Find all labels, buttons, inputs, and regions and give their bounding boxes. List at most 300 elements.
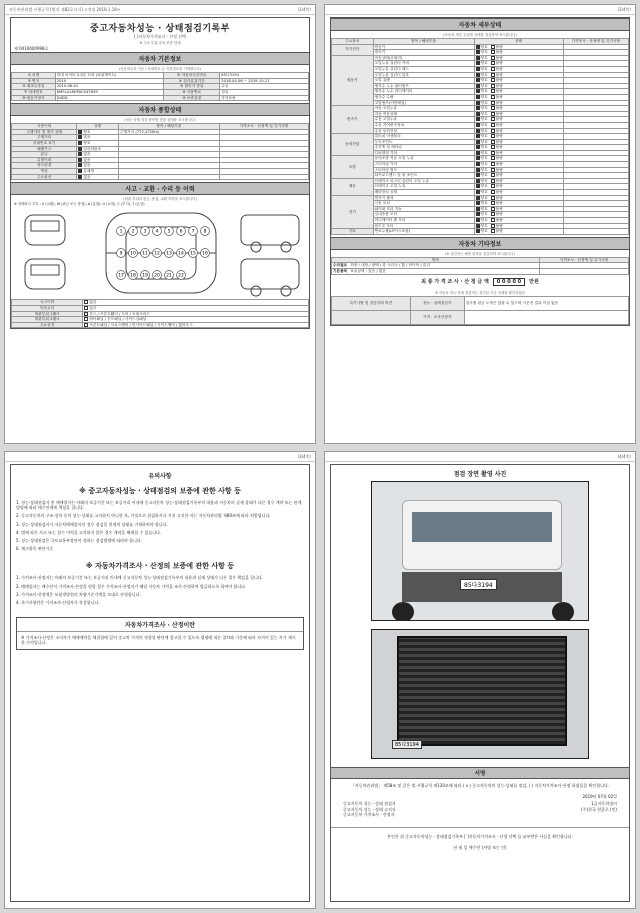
- detail-status-option: 불량: [495, 212, 503, 217]
- detail-status-option: 불량: [495, 55, 503, 60]
- detail-item-label: 추진축 및 베어링: [373, 145, 474, 151]
- detail-status-option: 불량: [495, 178, 503, 183]
- basic-info-label: ⑨ 원동기형식: [12, 95, 56, 101]
- detail-status-option: 불량: [495, 201, 503, 206]
- section-detail-title: 자동차 세부상태: [331, 18, 629, 31]
- form-title: 중고자동차성능 · 상태점검기록부: [90, 24, 230, 34]
- detail-item-label: 냉각수 누수 라디에이터: [373, 89, 474, 95]
- detail-status-option: 불량: [495, 206, 503, 211]
- repair-label: 외판부위 2랭크: [12, 317, 83, 323]
- page-2: [324, 4, 636, 444]
- detail-status-option: 양호: [480, 122, 488, 127]
- checkbox-icon: [78, 163, 82, 167]
- checkbox-icon: [491, 106, 495, 110]
- form-reference: 자동차관리법 시행규칙 [별지 제82호서식] <개정 2018.1.18>: [9, 7, 121, 12]
- price-warranty-list: [16, 575, 304, 605]
- detail-item-label: 원동기: [373, 44, 474, 50]
- signers-list: [331, 801, 629, 817]
- truck-windshield-icon: [412, 512, 552, 542]
- detail-system-label: 원동기: [332, 55, 374, 105]
- basic-info-label: ⑥ 변속기 종류: [164, 84, 220, 90]
- receipt-sign: 년 월 일 매수인 (서명 또는 인): [453, 845, 507, 851]
- detail-item-label: 자동 작동상태: [373, 111, 474, 117]
- panel-number-label: 16: [202, 251, 208, 257]
- detail-status-option: 양호: [480, 218, 488, 222]
- detail-item-label: 발전기 출력: [373, 195, 474, 201]
- detail-status-option: 양호: [480, 162, 488, 167]
- detail-status-option: 양호: [480, 156, 488, 161]
- detail-item-label: 라디에이터 팬 모터: [373, 218, 474, 224]
- checkbox-icon: [78, 147, 82, 151]
- checkbox-icon: [476, 212, 480, 216]
- checkbox-icon: [84, 312, 88, 316]
- checkbox-icon: [491, 196, 495, 200]
- basic-info-label: ② 자동차등록번호: [164, 73, 220, 79]
- detail-price-cell: [563, 229, 628, 235]
- detail-status-option: 불량: [495, 72, 503, 77]
- detail-table: [331, 38, 629, 235]
- checkbox-icon: [491, 45, 495, 49]
- detail-status-option: 양호: [480, 206, 488, 211]
- notice-item: 3. 가격조사·산정액은 보험개발원의 차량기준가액을 토대로 산정합니다.: [16, 591, 141, 597]
- panel-number-label: 19: [142, 273, 148, 279]
- basic-info-table: [11, 72, 309, 101]
- detail-status-option: 양호: [480, 117, 488, 122]
- basic-info-label: ① 차명: [12, 73, 56, 79]
- checkbox-icon: [491, 184, 495, 188]
- basic-info-label: ⑦ 차대번호: [12, 89, 56, 95]
- signer-row: [343, 812, 617, 817]
- price-explain-title: 자동차가격조사 · 산정이란: [17, 618, 303, 632]
- basic-info-value: 2010: [55, 78, 164, 84]
- detail-item-label: 냉각수 누수 워터펌프: [373, 83, 474, 89]
- checkbox-icon: [491, 67, 495, 71]
- other-info-table: [331, 257, 629, 275]
- detail-status-option: 불량: [495, 117, 503, 122]
- summary-item-label: 주행거리 및 계기 상태: [12, 129, 77, 135]
- license-plate-rear: 85다3194: [392, 740, 422, 749]
- other-head-price: 가격조사 · 산정액 및 특기사항: [539, 257, 628, 263]
- checkbox-icon: [491, 123, 495, 127]
- checkbox-icon: [491, 224, 495, 228]
- basic-info-label: ⑩ 보증유형: [164, 95, 220, 101]
- warranty-list: [16, 500, 304, 551]
- checkbox-icon: [491, 95, 495, 99]
- checkbox-icon: [476, 145, 480, 149]
- signer-role: 중고자동차 가격조사 · 산정자: [343, 811, 395, 817]
- detail-status-option: 양호: [480, 134, 488, 139]
- panel-number-label: 20: [154, 273, 160, 279]
- checkbox-icon: [491, 61, 495, 65]
- panel-number-label: 3: [143, 229, 147, 235]
- page-number: (3/4쪽): [297, 454, 311, 459]
- basic-info-value: 85다3194: [220, 73, 309, 79]
- detail-item-label: 작동상태(공회전): [373, 55, 474, 61]
- detail-status-option: 불량: [495, 61, 503, 66]
- checkbox-icon: [476, 112, 480, 116]
- page-header: [5, 452, 315, 462]
- detail-status-option: 양호: [480, 178, 488, 183]
- tailgate-grille-icon: [397, 636, 567, 746]
- detail-status-option: 양호: [480, 111, 488, 116]
- license-plate-front: 85다3194: [460, 579, 497, 590]
- detail-status-option: 양호: [480, 55, 488, 60]
- detail-status-option: 양호: [480, 128, 488, 133]
- checkbox-icon: [491, 78, 495, 82]
- detail-status-option: 불량: [495, 162, 503, 167]
- detail-status-option: 불량: [495, 156, 503, 161]
- detail-status-cell: [474, 229, 563, 235]
- panel-number-label: 22: [178, 273, 184, 279]
- checkbox-icon: [476, 56, 480, 60]
- detail-status-option: 불량: [495, 66, 503, 71]
- detail-item-label: 윈도우 모터: [373, 223, 474, 229]
- form-frame: [10, 17, 310, 329]
- repair-row: [12, 322, 309, 328]
- page-1: [4, 4, 316, 444]
- detail-status-option: 양호: [480, 61, 488, 66]
- signer-name: (주)한국 원클로 (인): [581, 806, 617, 812]
- detail-status-option: 양호: [480, 223, 488, 228]
- detail-status-option: 불량: [495, 173, 503, 178]
- detail-head-item: 항목 / 해당부품: [373, 39, 474, 45]
- detail-status-option: 불량: [495, 83, 503, 88]
- summary-detail: [118, 174, 219, 180]
- page-header: [5, 5, 315, 15]
- checkbox-icon: [491, 84, 495, 88]
- checkbox-icon: [491, 117, 495, 121]
- summary-item-label: 배출가스: [12, 146, 77, 152]
- sign-statement: 「자동차관리법」 제58조 및 같은 법 시행규칙 제120조에 따라 ( v ) 중고자동차의 성능·상태를 점검, ( ) 자동차가격조사·산정 하였음을 확인합니다.: [350, 783, 610, 788]
- panel-number-label: 2: [131, 229, 135, 235]
- page-number: (2/4쪽): [617, 7, 631, 12]
- panel-number-label: 5: [167, 229, 171, 235]
- checkbox-icon: [78, 135, 82, 139]
- detail-item-label: 자동 오일누유: [373, 106, 474, 112]
- detail-item-label: 디퍼렌셜 기어: [373, 150, 474, 156]
- photo-title: 점검 장면 촬영 사진: [453, 471, 507, 478]
- sign-cell: [464, 310, 628, 324]
- checkbox-icon: [491, 168, 495, 172]
- detail-row: [332, 229, 629, 235]
- detail-status-option: 불량: [495, 223, 503, 228]
- basic-info-value: 자가보증: [220, 95, 309, 101]
- summary-status-value: 많음: [83, 135, 91, 140]
- summary-head-history: 사용이력: [12, 124, 77, 130]
- sign-cell: 특기사항 및 점검자의 의견: [332, 296, 411, 310]
- detail-status-option: 양호: [480, 94, 488, 99]
- detail-status-option: 양호: [480, 145, 488, 150]
- other-info-value: 보유상태 : 있음 / 없음: [350, 268, 386, 273]
- form-subnote: ※ 주요 부위 수리 보증 안내: [139, 41, 181, 45]
- panel-number-label: 21: [166, 273, 172, 279]
- detail-head-price: 가격조사 · 산정액 및 특기사항: [563, 39, 628, 45]
- detail-item-label: 시동 모터: [373, 201, 474, 207]
- car-rear-view-icon: [25, 259, 65, 289]
- checkbox-icon: [84, 323, 88, 327]
- checkbox-icon: [491, 173, 495, 177]
- detail-item-label: 배력장치 상태: [373, 190, 474, 196]
- notice-item: 1. 성능·상태점검자 및 매매업자는 아래의 보증기간 또는 보증거리 이내에 중고자동차 성능·상태점검기록부의 내용과 자동차의 실제 상태가 다른 경우 계약 또는 관계법령에 따라 매수인에게 책임을 집니다.: [16, 500, 302, 511]
- notice-title: 유의사항: [148, 473, 172, 480]
- section-basic-note: (자동차등록 기준 / 차대번호 등 기본정보를 기재합니다): [118, 67, 202, 72]
- detail-item-label: 변속기: [373, 50, 474, 56]
- final-price-row: [331, 278, 629, 286]
- panel-number-label: 9: [119, 251, 123, 257]
- car-side-view-right-icon: [241, 259, 299, 296]
- notice-item: 2. 중고자동차의 구조·장치 등의 성능·상태를 고지하지 아니한 자, 거짓으로 점검하거나 거짓 고지한 자는 자동차관리법 제80조에 따라 처벌됩니다.: [16, 513, 271, 519]
- document-number: 제 0410000998호: [14, 46, 49, 51]
- detail-status-option: 불량: [495, 139, 503, 144]
- checkbox-icon: [78, 130, 82, 134]
- panel-number-label: 11: [142, 251, 148, 257]
- summary-head-price: 가격조사 · 산정액 및 특기사항: [219, 124, 308, 130]
- checkbox-icon: [491, 129, 495, 133]
- checkbox-icon: [491, 162, 495, 166]
- detail-item-label: 실내송풍 모터: [373, 212, 474, 218]
- summary-status-value: 없음: [83, 157, 91, 162]
- checkbox-icon: [491, 190, 495, 194]
- checkbox-icon: [476, 173, 480, 177]
- detail-status-option: 양호: [480, 83, 488, 88]
- section-warranty-title: ※ 중고자동차성능 · 상태점검의 보증에 관한 사항 등: [79, 487, 241, 495]
- checkbox-icon: [491, 145, 495, 149]
- checkbox-icon: [491, 134, 495, 138]
- repair-value-text: 후드 / 프론트휀더 / 도어 / 트렁크리드: [89, 311, 150, 316]
- signer-name: 1급자동차정비: [591, 801, 617, 807]
- checkbox-icon: [476, 67, 480, 71]
- notice-item: 3. 성능·상태점검자가 자동차매매업자인 경우 점검일 현재의 상태를 기재하여야 합니다.: [16, 521, 168, 527]
- detail-item-label: 스티어링 펌프: [373, 167, 474, 173]
- checkbox-icon: [491, 50, 495, 54]
- detail-status-option: 양호: [480, 201, 488, 206]
- repair-label: 단순수리: [12, 305, 83, 311]
- detail-status-option: 양호: [480, 195, 488, 200]
- truck-front-photo: [371, 481, 589, 621]
- panel-number-label: 10: [130, 251, 136, 257]
- section-detail-note: (자동차 세부 부위별 상태를 점검하여 표시합니다): [443, 33, 517, 37]
- summary-item-label: 색상: [12, 168, 77, 174]
- detail-system-label: 전기: [332, 195, 374, 229]
- checkbox-icon: [476, 151, 480, 155]
- vehicle-diagram: [11, 207, 311, 299]
- detail-status-option: 양호: [480, 89, 488, 94]
- detail-status-option: 불량: [495, 229, 503, 234]
- checkbox-icon: [476, 73, 480, 77]
- checkbox-icon: [476, 61, 480, 65]
- detail-item-label: 수동 기어변속장치: [373, 122, 474, 128]
- basic-info-value: 2010-06-01: [55, 84, 164, 90]
- summary-item-label: 특별이력: [12, 157, 77, 163]
- detail-item-label: 동력조향 작동 오일 누유: [373, 156, 474, 162]
- section-price-warranty-title: ※ 자동차가격조사 · 산정의 보증에 관한 사항 등: [85, 562, 235, 571]
- panel-number-label: 8: [203, 229, 207, 235]
- page-number: (4/4쪽): [617, 454, 631, 459]
- checkbox-icon: [476, 106, 480, 110]
- detail-status-option: 양호: [480, 229, 488, 234]
- detail-status-option: 양호: [480, 173, 488, 178]
- price-explain-box: [16, 617, 304, 649]
- checkbox-icon: [491, 179, 495, 183]
- sign-cell: 검사원 판금 도색은 있을 수 있으며 시운전 결과 이상 없음: [464, 296, 628, 310]
- repair-value-text: 쿼터패널 / 루프패널 / 사이드실패널: [89, 317, 147, 322]
- confirm-note: ※ 자동차 성능·상태 점검자는 점검일 기준 상태를 확인하였음: [434, 290, 526, 295]
- summary-status-value: 없음: [83, 163, 91, 168]
- detail-status-option: 양호: [480, 106, 488, 111]
- checkbox-icon: [84, 306, 88, 310]
- detail-status-option: 불량: [495, 50, 503, 55]
- checkbox-icon: [476, 117, 480, 121]
- detail-status-option: 불량: [495, 89, 503, 94]
- other-info-row: [332, 268, 629, 274]
- page-3: [4, 451, 316, 909]
- notice-item: 4. 법에 따른 사고 또는 침수 이력을 고지하지 않은 경우 계약을 해제할 수 있습니다.: [16, 529, 162, 535]
- detail-item-label: 브레이크 오일 누유: [373, 184, 474, 190]
- summary-item-label: 주요옵션: [12, 174, 77, 180]
- page-4: [324, 451, 636, 909]
- detail-item-label: 와이퍼 모터 기능: [373, 206, 474, 212]
- repair-value-text: 없음: [89, 300, 97, 305]
- detail-item-label: 오일누유 실린더 헤드: [373, 66, 474, 72]
- checkbox-icon: [84, 317, 88, 321]
- checkbox-icon: [78, 141, 82, 145]
- detail-status-option: 양호: [480, 139, 488, 144]
- repair-label: 사고이력: [12, 300, 83, 306]
- checkbox-icon: [476, 101, 480, 105]
- detail-status-option: 양호: [480, 66, 488, 71]
- summary-status: [77, 174, 119, 180]
- detail-status-option: 불량: [495, 100, 503, 105]
- summary-status-value: 없음: [83, 152, 91, 157]
- price-explain-text: ※ 가격조사·산정은 소비자가 매매계약을 체결함에 있어 중고차 가격의 적정성 판단에 참고할 수 있도록 법령에 따른 절차와 기준에 따라 자격이 있는 자가 제시한 가격입니다.: [21, 635, 296, 646]
- panel-number-label: 4: [155, 229, 159, 235]
- panel-number-label: 7: [191, 229, 195, 235]
- page-number: (1/4쪽): [297, 7, 311, 12]
- sign-date: 2019년 07월 02일: [582, 794, 617, 800]
- panel-number-label: 6: [179, 229, 183, 235]
- checkbox-icon: [476, 95, 480, 99]
- summary-status-value: 무채색: [83, 168, 95, 173]
- detail-system-label: 제동: [332, 178, 374, 195]
- checkbox-icon: [476, 207, 480, 211]
- detail-status-option: 양호: [480, 44, 488, 49]
- summary-item-label: 차대번호 표기: [12, 140, 77, 146]
- repair-label: 외판부위 1랭크: [12, 311, 83, 317]
- section-repair-title: 사고 · 교환 · 수리 등 이력: [11, 182, 309, 195]
- checkbox-icon: [476, 78, 480, 82]
- notice-item: 5. 성능·상태점검은 국토교통부장관이 정하는 점검방법에 따라야 합니다.: [16, 538, 143, 544]
- photo-frame: [330, 464, 630, 902]
- basic-info-row: [12, 95, 309, 101]
- wheel-icon: [552, 602, 574, 621]
- basic-info-label: ⑧ 사용연료: [164, 89, 220, 95]
- section-basic-title: 자동차 기본정보: [11, 52, 309, 65]
- sign-cell: 성능 · 상태점검자: [410, 296, 464, 310]
- receipt-section: [331, 827, 629, 856]
- detail-system-label: 변속기: [332, 106, 374, 134]
- checkbox-icon: [476, 134, 480, 138]
- checkbox-icon: [78, 175, 82, 179]
- detail-status-option: 불량: [495, 78, 503, 83]
- checkbox-icon: [491, 140, 495, 144]
- checkbox-icon: [476, 156, 480, 160]
- page-header: [325, 452, 635, 462]
- detail-status-option: 불량: [495, 128, 503, 133]
- checkbox-icon: [78, 158, 82, 162]
- detail-status-option: 불량: [495, 167, 503, 172]
- checkbox-icon: [476, 196, 480, 200]
- detail-status-option: 불량: [495, 134, 503, 139]
- checkbox-icon: [476, 218, 480, 222]
- panel-number-label: 14: [178, 251, 184, 257]
- summary-item-label: 주행거리: [12, 135, 77, 141]
- final-price-label: 최 종 가 격 조 사 · 산 정 금 액: [421, 279, 489, 286]
- detail-item-label: 스티어링 기어: [373, 162, 474, 168]
- detail-system-label: 자기진단: [332, 44, 374, 55]
- basic-info-label: ⑤ 최초등록일: [12, 84, 56, 90]
- other-price-cell: [539, 268, 628, 274]
- summary-status-value: 일산화탄소: [83, 146, 102, 151]
- detail-head-system: 주요장치: [332, 39, 374, 45]
- checkbox-icon: [476, 50, 480, 54]
- checkbox-icon: [491, 229, 495, 233]
- repair-value-text: 프론트패널 / 크로스멤버 / 인사이드패널 / 사이드멤버 / 휠하우스: [89, 322, 193, 327]
- summary-row: [12, 174, 309, 180]
- detail-item-label: 연료누출(LP가스포함): [373, 229, 474, 235]
- wheel-icon: [392, 602, 414, 621]
- detail-status-option: 불량: [495, 122, 503, 127]
- page-header: [325, 5, 635, 15]
- checkbox-icon: [491, 73, 495, 77]
- sign-cell: [332, 310, 411, 324]
- checkbox-icon: [476, 179, 480, 183]
- section-summary-title: 자동차 종합상태: [11, 103, 309, 116]
- sign-table: [331, 296, 629, 325]
- detail-status-option: 불량: [495, 94, 503, 99]
- panel-number-label: 17: [118, 273, 124, 279]
- truck-rear-photo: [371, 629, 589, 759]
- checkbox-icon: [78, 169, 82, 173]
- detail-status-option: 불량: [495, 195, 503, 200]
- detail-status-option: 양호: [480, 50, 488, 55]
- detail-system-label: 기타: [332, 229, 374, 235]
- other-info-cell: [332, 268, 540, 274]
- detail-status-option: 양호: [480, 190, 488, 195]
- checkbox-icon: [491, 207, 495, 211]
- sign-row: [332, 310, 629, 324]
- checkbox-icon: [476, 140, 480, 144]
- basic-info-value: KMFLA18HPAC047639: [55, 89, 164, 95]
- detail-status-option: 불량: [495, 218, 503, 222]
- summary-status-value: 양호: [83, 129, 91, 134]
- detail-item-label: 오일누유 실린더 커버: [373, 61, 474, 67]
- form-frame: [330, 17, 630, 326]
- panel-number-label: 13: [166, 251, 172, 257]
- detail-item-label: 수동 동력전달: [373, 128, 474, 134]
- detail-item-label: 수동 오일누유: [373, 117, 474, 123]
- detail-status-option: 양호: [480, 184, 488, 189]
- checkbox-icon: [491, 156, 495, 160]
- basic-info-value: 수동: [220, 84, 309, 90]
- repair-table: [11, 299, 309, 328]
- other-head-item: 항목: [332, 257, 540, 263]
- notice-item: 1. 가격조사·산정자는 아래의 보증기간 또는 보증거리 이내에 중고자동차 성능·상태점검기록부의 내용과 실제 상태가 다른 경우 책임을 집니다.: [16, 575, 263, 581]
- panel-number-label: 18: [130, 273, 136, 279]
- detail-status-option: 양호: [480, 212, 488, 217]
- checkbox-icon: [491, 218, 495, 222]
- checkbox-icon: [476, 89, 480, 93]
- detail-status-option: 양호: [480, 150, 488, 155]
